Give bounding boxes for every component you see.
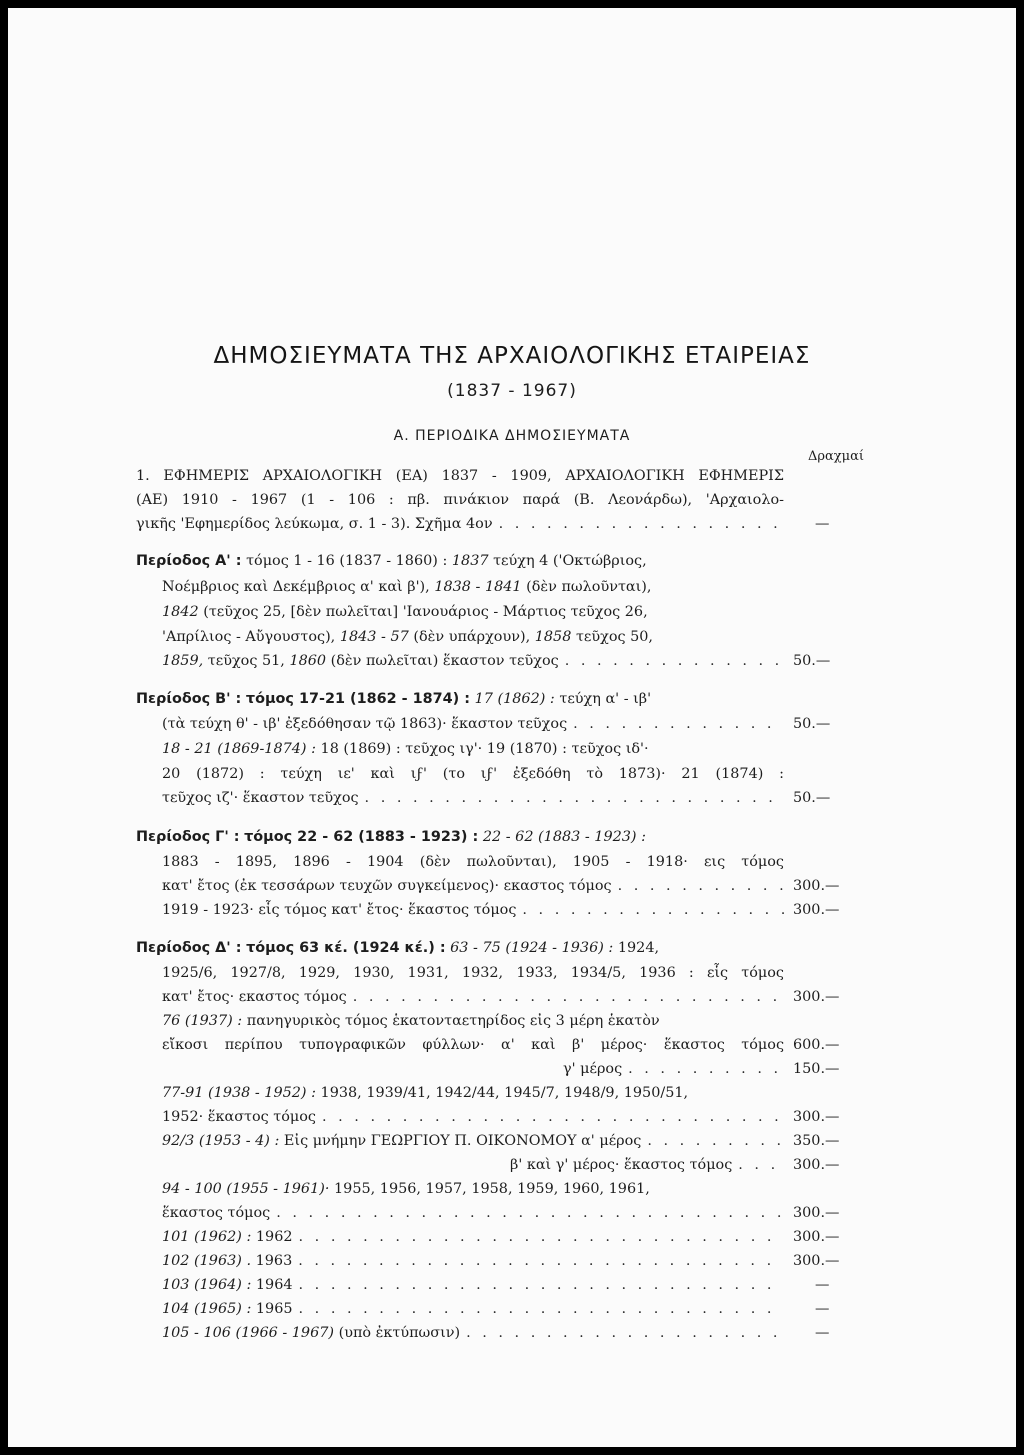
scan-border-top bbox=[0, 0, 1024, 8]
dot-leader bbox=[516, 900, 784, 920]
period-a-line bbox=[136, 551, 784, 571]
period-d-line bbox=[162, 1299, 784, 1319]
price: 350.— bbox=[793, 1133, 840, 1149]
price: 150.— bbox=[793, 1061, 840, 1077]
period-c-line bbox=[162, 900, 784, 920]
price-column-heading: Δραχμαί bbox=[807, 449, 864, 464]
year-range: 92/3 (1953 - 4) : bbox=[162, 1133, 280, 1149]
page-years: (1837 - 1967) bbox=[447, 381, 577, 401]
dot-leader bbox=[460, 1323, 784, 1343]
entry-text: τεῦχος 51, bbox=[207, 653, 285, 669]
price: 300.— bbox=[793, 1205, 840, 1221]
dot-leader bbox=[359, 788, 784, 808]
period-c-line bbox=[162, 876, 784, 896]
period-d-line: 1925/6, 1927/8, 1929, 1930, 1931, 1932, 1933, 1934/5, 1936 : εἷς τόμος bbox=[162, 965, 784, 981]
entry-text: κατ' ἔτος (ἐκ τεσσάρων τευχῶν συγκείμενος)· εκαστος τόμος bbox=[162, 878, 612, 894]
entry-text: (υπὸ ἐκτύπωσιν) bbox=[338, 1325, 461, 1341]
dot-leader bbox=[293, 1275, 784, 1295]
entry-text: β' καὶ γ' μέρος· ἕκαστος τόμος bbox=[510, 1157, 733, 1173]
period-a-line bbox=[162, 602, 784, 622]
scan-border-right bbox=[1016, 0, 1024, 1455]
entry-text: 18 (1869) : τεῦχος ιγ'· 19 (1870) : τεῦχος ιδ'· bbox=[320, 741, 649, 757]
period-heading: Περίοδος Α' : bbox=[136, 553, 242, 569]
period-d-line bbox=[162, 1179, 784, 1199]
period-d-line bbox=[162, 1107, 784, 1127]
entry-text: τεύχη α' - ιβ' bbox=[559, 691, 652, 707]
price: 50.— bbox=[793, 716, 831, 732]
period-d-line bbox=[563, 1059, 784, 1079]
year-range: 105 - 106 (1966 - 1967) bbox=[162, 1325, 335, 1341]
price: 300.— bbox=[793, 1109, 840, 1125]
year-range: 103 (1964) : bbox=[162, 1277, 252, 1293]
period-d-line bbox=[510, 1155, 784, 1175]
period-volumes: τόμος 17-21 (1862 - 1874) : bbox=[245, 691, 471, 707]
entry-text: (δὲν πωλεῖται) ἕκαστον τεῦχος bbox=[330, 653, 559, 669]
period-d-line bbox=[162, 1011, 784, 1031]
period-a-line bbox=[162, 577, 784, 597]
dot-leader bbox=[270, 1203, 784, 1223]
year-range: 1838 - 1841 bbox=[434, 579, 522, 595]
price: 50.— bbox=[793, 653, 831, 669]
period-a-line bbox=[162, 627, 784, 647]
period-a-line bbox=[162, 651, 784, 671]
entry-text: 1964 bbox=[255, 1277, 293, 1293]
dot-leader bbox=[293, 1227, 784, 1247]
price: — bbox=[815, 516, 830, 532]
entry-text: 1919 - 1923· εἷς τόμος κατ' ἔτος· ἕκαστος τόμος bbox=[162, 902, 517, 918]
price: — bbox=[815, 1301, 830, 1317]
period-b-line bbox=[136, 689, 784, 709]
price: 50.— bbox=[793, 790, 831, 806]
period-b-line bbox=[162, 714, 784, 734]
dot-leader bbox=[641, 1131, 784, 1151]
dot-leader bbox=[622, 1059, 784, 1079]
year-range: 1859, bbox=[162, 653, 204, 669]
year-range: 77-91 (1938 - 1952) : bbox=[162, 1085, 316, 1101]
year-range: 76 (1937) : bbox=[162, 1013, 243, 1029]
price: 300.— bbox=[793, 878, 840, 894]
price: 300.— bbox=[793, 1229, 840, 1245]
price: 600.— bbox=[793, 1037, 840, 1053]
entry-text: (τὰ τεύχη θ' - ιβ' ἐξεδόθησαν τῷ 1863)· ἕκαστον τεῦχος bbox=[162, 716, 568, 732]
year-range: 1860 bbox=[289, 653, 327, 669]
period-heading: Περίοδος Β' : bbox=[136, 691, 242, 707]
entry-text: γ' μέρος bbox=[563, 1061, 623, 1077]
period-b-line bbox=[162, 739, 784, 759]
entry-text: ἕκαστος τόμος bbox=[162, 1205, 271, 1221]
entry-text: (τεῦχος 25, [δὲν πωλεῖται] 'Ιανουάριος - Μάρτιος τεῦχος 26, bbox=[203, 604, 648, 620]
year-range: 17 (1862) : bbox=[474, 691, 555, 707]
period-d-line bbox=[162, 1203, 784, 1223]
entry-text: 1965 bbox=[255, 1301, 293, 1317]
entry-text: 1962 bbox=[255, 1229, 293, 1245]
year-range: 1843 - 57 bbox=[339, 629, 409, 645]
price: — bbox=[815, 1277, 830, 1293]
period-d-line: εἴκοσι περίπου τυπογραφικῶν φύλλων· α' καὶ β' μέρος· ἕκαστος τόμος bbox=[162, 1037, 784, 1053]
dot-leader bbox=[292, 1251, 784, 1271]
year-range: 102 (1963) . bbox=[162, 1253, 252, 1269]
period-d-line bbox=[162, 1275, 784, 1295]
year-range: 18 - 21 (1869-1874) : bbox=[162, 741, 316, 757]
year-range: 104 (1965) : bbox=[162, 1301, 252, 1317]
section-heading: Α. ΠΕΡΙΟΔΙΚΑ ΔΗΜΟΣΙΕΥΜΑΤΑ bbox=[393, 428, 631, 444]
year-range: 22 - 62 (1883 - 1923) : bbox=[482, 829, 646, 845]
period-c-line: 1883 - 1895, 1896 - 1904 (δὲν πωλοῦνται), 1905 - 1918· εις τόμος bbox=[162, 854, 784, 870]
dot-leader bbox=[567, 714, 784, 734]
period-c-line bbox=[136, 827, 784, 847]
entry-line bbox=[136, 514, 784, 534]
period-d-line bbox=[162, 1323, 784, 1343]
year-range: 94 - 100 (1955 - 1961)· bbox=[162, 1181, 330, 1197]
entry-line: 1. ΕΦΗΜΕΡΙΣ ΑΡΧΑΙΟΛΟΓΙΚΗ (ΕΑ) 1837 - 1909, ΑΡΧΑΙΟΛΟΓΙΚΗ ΕΦΗΜΕΡΙΣ bbox=[136, 468, 784, 484]
year-range: 63 - 75 (1924 - 1936) : bbox=[450, 940, 614, 956]
price: 300.— bbox=[793, 1253, 840, 1269]
scan-border-bottom bbox=[0, 1447, 1024, 1455]
period-heading: Περίοδος Γ' : bbox=[136, 829, 240, 845]
dot-leader bbox=[732, 1155, 784, 1175]
period-d-line bbox=[162, 1083, 784, 1103]
entry-text: 1963 bbox=[255, 1253, 293, 1269]
period-heading: Περίοδος Δ' : bbox=[136, 940, 242, 956]
entry-text: 'Απρίλιος - Αὔγουστος), bbox=[162, 629, 336, 645]
entry-text: πανηγυρικὸς τόμος ἑκατονταετηρίδος εἰς 3 μέρη ἑκατὸν bbox=[246, 1013, 660, 1029]
year-range: 1842 bbox=[162, 604, 199, 620]
entry-text: 1938, 1939/41, 1942/44, 1945/7, 1948/9, 1950/51, bbox=[320, 1085, 689, 1101]
entry-text: κατ' ἔτος· εκαστος τόμος bbox=[162, 989, 347, 1005]
period-d-line bbox=[162, 1251, 784, 1271]
dot-leader bbox=[347, 987, 784, 1007]
entry-text: Εἰς μνήμην ΓΕΩΡΓΙΟΥ Π. ΟΙΚΟΝΟΜΟΥ α' μέρος bbox=[283, 1133, 642, 1149]
year-range: 101 (1962) : bbox=[162, 1229, 252, 1245]
entry-text: τεῦχος 50, bbox=[575, 629, 654, 645]
year-range: 1837 bbox=[451, 553, 489, 569]
dot-leader bbox=[612, 876, 784, 896]
price: 300.— bbox=[793, 1157, 840, 1173]
scan-border-left bbox=[0, 0, 8, 1455]
entry-text: τεύχη 4 ('Οκτώβριος, bbox=[493, 553, 647, 569]
period-volumes: τόμος 63 κέ. (1924 κέ.) : bbox=[246, 940, 446, 956]
price: 300.— bbox=[793, 902, 840, 918]
period-d-line bbox=[136, 938, 784, 958]
period-b-line: 20 (1872) : τεύχη ιε' καὶ ιϝ' (το ιϝ' ἐξεδόθη τὸ 1873)· 21 (1874) : bbox=[162, 766, 784, 782]
entry-text: (δὲν πωλοῦνται), bbox=[526, 579, 652, 595]
dot-leader bbox=[293, 1299, 784, 1319]
year-range: 1858 bbox=[534, 629, 572, 645]
period-d-line bbox=[162, 1227, 784, 1247]
entry-text: τεῦχος ιζ'· ἕκαστον τεῦχος bbox=[162, 790, 359, 806]
entry-line: (ΑΕ) 1910 - 1967 (1 - 106 : πβ. πινάκιον παρά (Β. Λεονάρδω), 'Αρχαιολο- bbox=[136, 492, 784, 508]
period-d-line bbox=[162, 987, 784, 1007]
period-volumes: τόμος 1 - 16 (1837 - 1860) : bbox=[246, 553, 448, 569]
entry-text: 1955, 1956, 1957, 1958, 1959, 1960, 1961, bbox=[334, 1181, 650, 1197]
price: 300.— bbox=[793, 989, 840, 1005]
page-title: ΔΗΜΟΣΙΕΥΜΑΤΑ ΤΗΣ ΑΡΧΑΙΟΛΟΓΙΚΗΣ ΕΤΑΙΡΕΙΑΣ bbox=[213, 343, 811, 369]
entry-text: γικῆς 'Εφημερίδος λεύκωμα, σ. 1 - 3). Σχῆμα 4ον bbox=[136, 516, 493, 532]
entry-text: 1924, bbox=[617, 940, 660, 956]
entry-text: (δὲν υπάρχουν), bbox=[413, 629, 531, 645]
entry-text: 1952· ἕκαστος τόμος bbox=[162, 1109, 316, 1125]
period-b-line bbox=[162, 788, 784, 808]
price: — bbox=[815, 1325, 830, 1341]
dot-leader bbox=[493, 514, 784, 534]
period-d-line bbox=[162, 1131, 784, 1151]
dot-leader bbox=[316, 1107, 784, 1127]
dot-leader bbox=[559, 651, 784, 671]
period-volumes: τόμος 22 - 62 (1883 - 1923) : bbox=[244, 829, 479, 845]
entry-text: Νοέμβριος καὶ Δεκέμβριος α' καὶ β'), bbox=[162, 579, 430, 595]
